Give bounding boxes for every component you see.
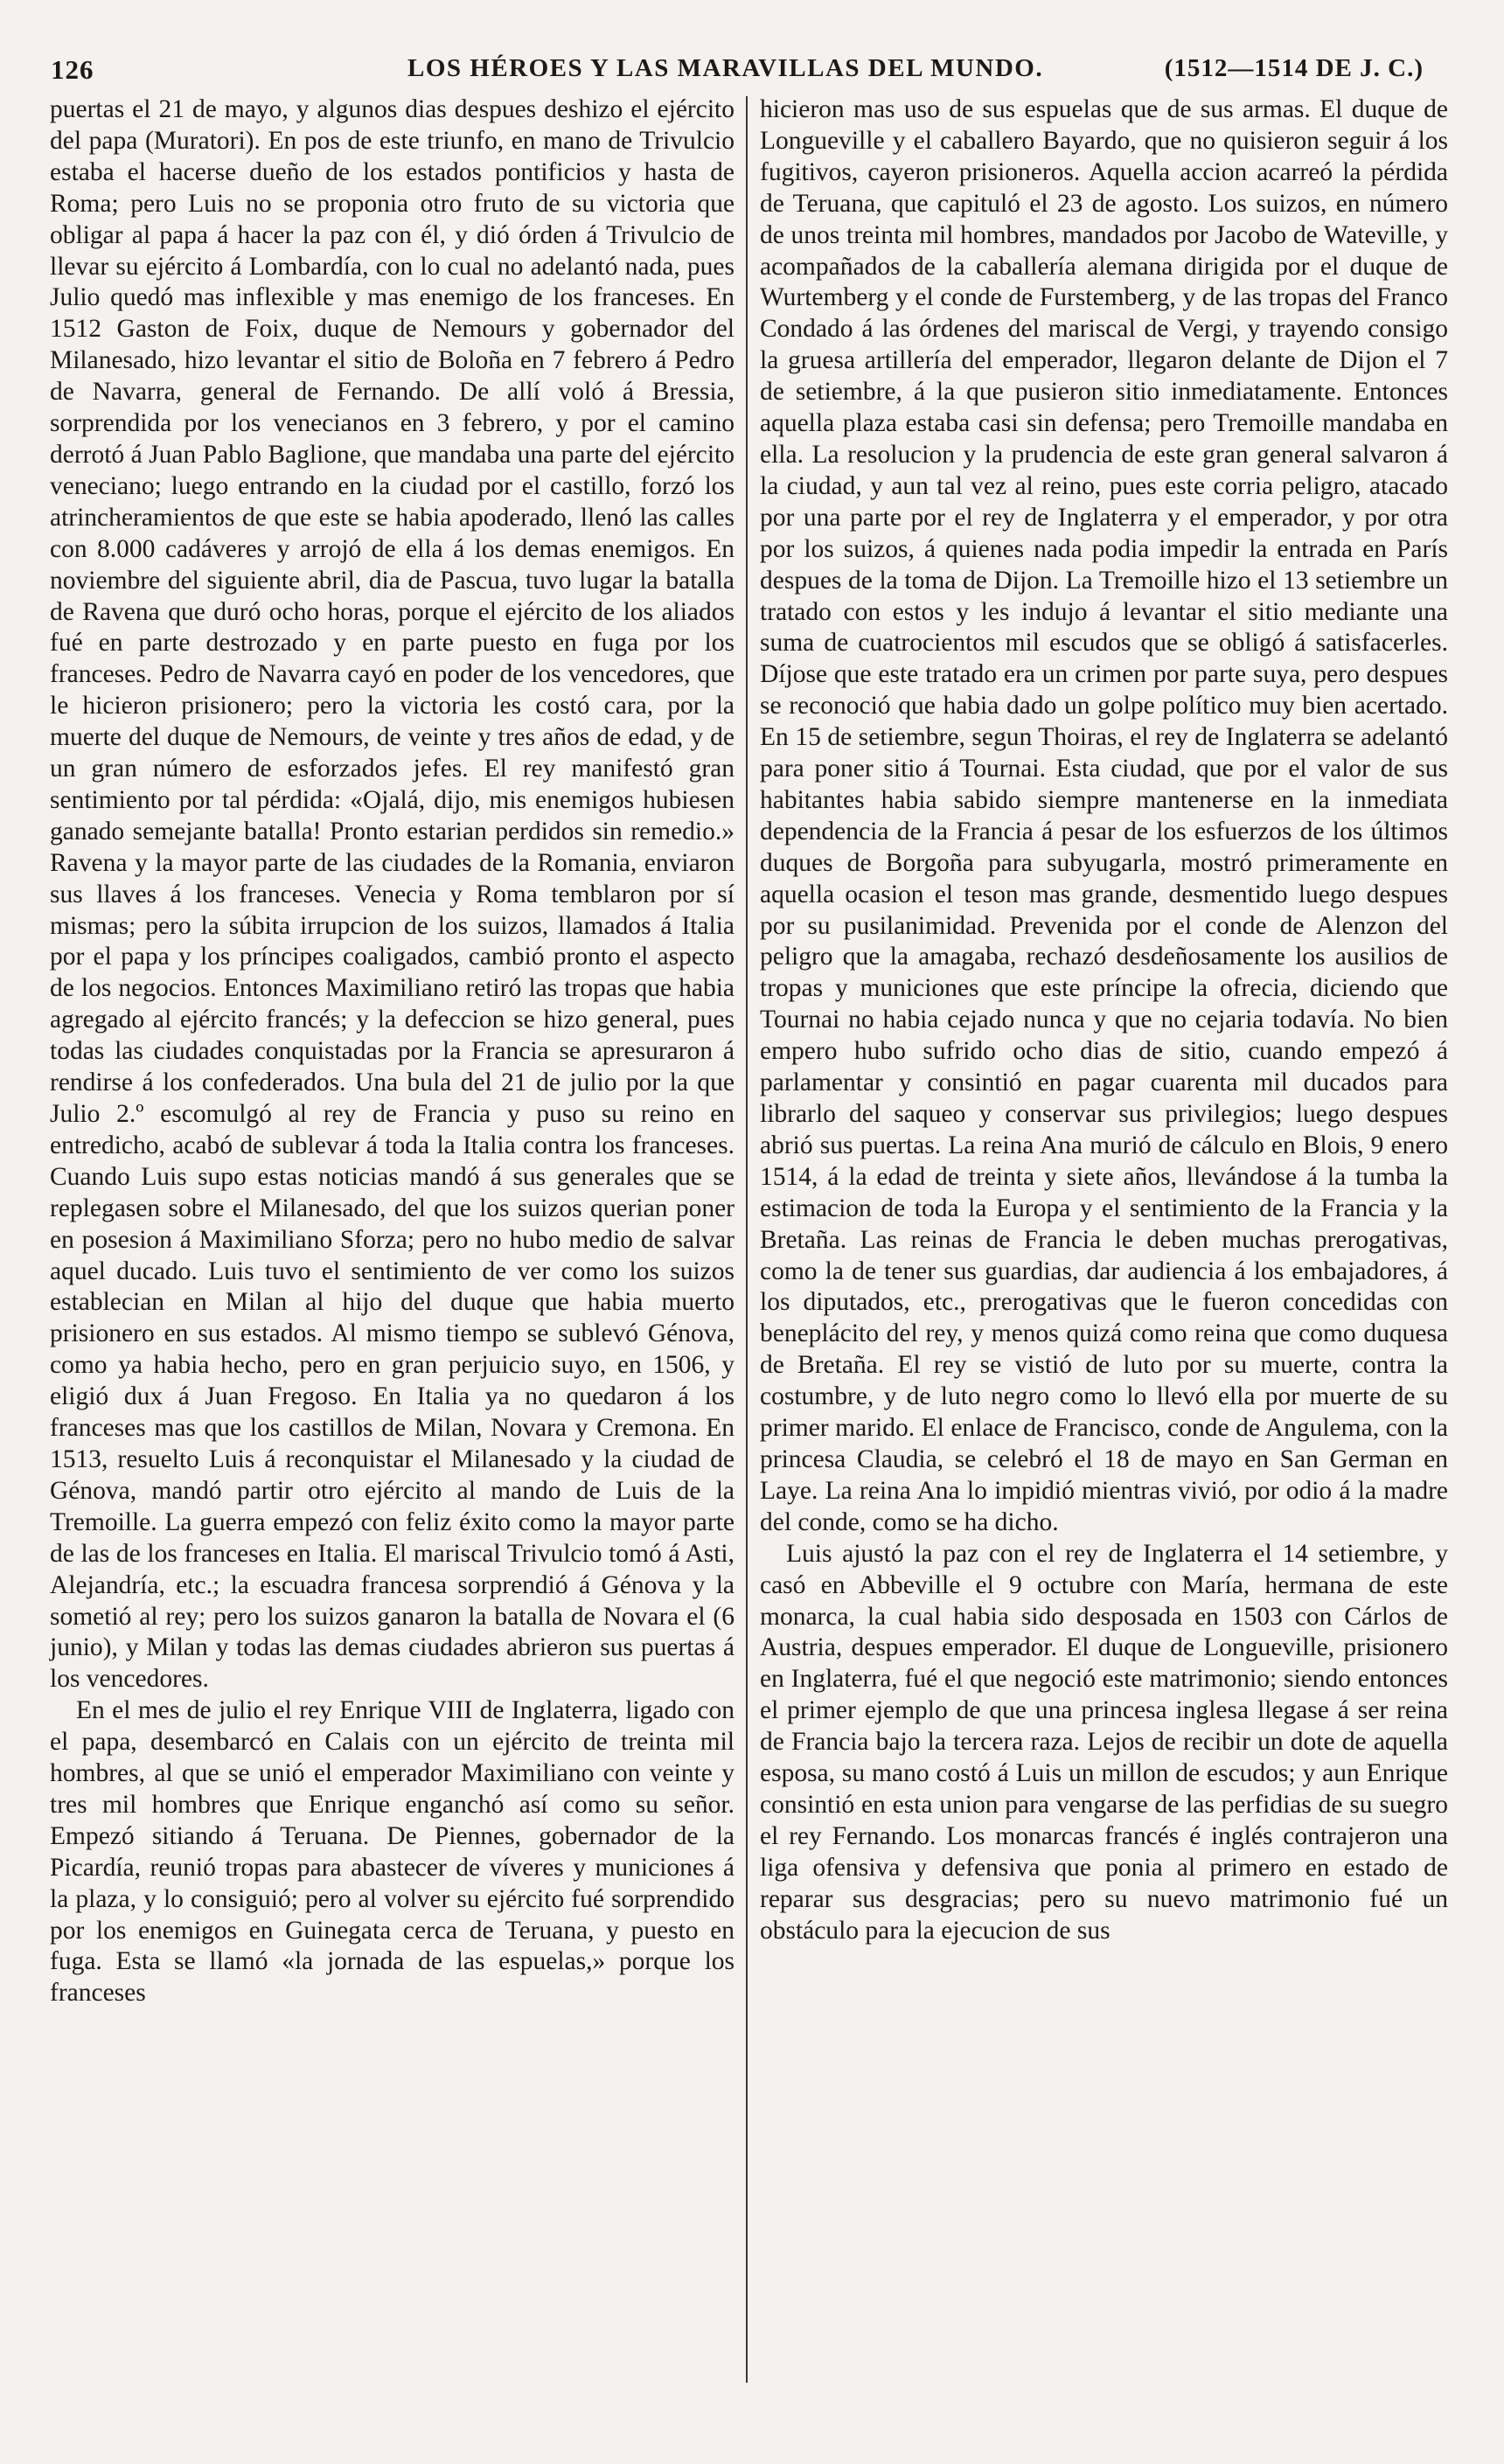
date-range: (1512—1514 DE J. C.) <box>1164 54 1424 82</box>
left-column <box>50 94 735 2009</box>
paragraph: hicieron mas uso de sus espuelas que de sus armas. El duque de Longueville y el caballero Bayardo, que no quisieron seguir á los fugitivos, cayeron prisioneros. Aquella accion acarreó la pérdida de Teruana, que capituló el 23 de agosto. Los suizos, en número de unos treinta mil hombres, mandados por Jacobo de Wateville, y acompañados de la caballería alemana dirigida por el duque de Wurtemberg y el conde de Furstemberg, y de las tropas del Franco Condado á las órdenes del mariscal de Vergi, y trayendo consigo la gruesa artillería del emperador, llegaron delante de Dijon el 7 de setiembre, á la que pusieron sitio inmediatamente. Entonces aquella plaza estaba casi sin defensa; pero Tremoille mandaba en ella. La resolucion y la prudencia de este gran general salvaron á la ciudad, y aun tal vez al reino, pues este corria peligro, atacado por una parte por el rey de Inglaterra y el emperador, y por otra por los suizos, á quienes nada podia impedir la entrada en París despues de la toma de Dijon. La Tremoille hizo el 13 setiembre un tratado con estos y les indujo á levantar el sitio mediante una suma de cuatrocientos mil escudos que se obligó á satisfacerles. Díjose que este tratado era un crimen por parte suya, pero despues se reconoció que habia dado un golpe político muy bien acertado. En 15 de setiembre, segun Thoiras, el rey de Inglaterra se adelantó para poner sitio á Tournai. Esta ciudad, que por el valor de sus habitantes habia sabido siempre mantenerse en la inmediata dependencia de la Francia á pesar de los esfuerzos de los últimos duques de Borgoña para subyugarla, mostró primeramente en aquella ocasion el teson mas grande, desmentido luego despues por su pusilanimidad. Prevenida por el conde de Alenzon del peligro que la amagaba, rechazó desdeñosamente los ausilios de tropas y municiones que este príncipe la ofrecia, diciendo que Tournai no habia cejado nunca y que no cejaria todavía. No bien empero hubo sufrido ocho dias de sitio, cuando empezó á parlamentar y consintió en pagar cuarenta mil ducados para librarlo del saqueo y conservar sus privilegios; luego despues abrió sus puertas. La reina Ana murió de cálculo en Blois, 9 enero 1514, á la edad de treinta y siete años, llevándose á la tumba la estimacion de toda la Europa y el sentimiento de la Francia y la Bretaña. Las reinas de Francia le deben muchas prerogativas, como la de tener sus guardias, dar audiencia á los embajadores, á los diputados, etc., prerogativas que le fueron concedidas con beneplácito del rey, y menos quizá como reina que como duquesa de Bretaña. El rey se vistió de luto por su muerte, contra la costumbre, y de luto negro como lo llevó ella por muerte de su primer marido. El enlace de Francisco, conde de Angulema, con la princesa Claudia, se celebró el 18 de mayo en San German en Laye. La reina Ana lo impidió mientras vivió, por odio á la madre del conde, como se ha dicho. <box>760 95 1448 1536</box>
right-column <box>760 94 1448 1946</box>
paragraph: puertas el 21 de mayo, y algunos dias despues deshizo el ejército del papa (Muratori). En pos de este triunfo, en mano de Trivulcio estaba el hacerse dueño de los estados pontificios y hasta de Roma; pero Luis no se proponia otro fruto de su victoria que obligar al papa á hacer la paz con él, y dió órden á Trivulcio de llevar su ejército á Lombardía, con lo cual no adelantó nada, pues Julio quedó mas inflexible y mas enemigo de los franceses. En 1512 Gaston de Foix, duque de Nemours y gobernador del Milanesado, hizo levantar el sitio de Boloña en 7 febrero á Pedro de Navarra, general de Fernando. De allí voló á Bressia, sorprendida por los venecianos en 3 febrero, y por el camino derrotó á Juan Pablo Baglione, que mandaba una parte del ejército veneciano; luego entrando en la ciudad por el castillo, forzó los atrincheramientos de que este se habia apoderado, llenó las calles con 8.000 cadáveres y arrojó de ella á los demas enemigos. En noviembre del siguiente abril, dia de Pascua, tuvo lugar la batalla de Ravena que duró ocho horas, porque el ejército de los aliados fué en parte destrozado y en parte puesto en fuga por los franceses. Pedro de Navarra cayó en poder de los vencedores, que le hicieron prisionero; pero la victoria les costó cara, por la muerte del duque de Nemours, de veinte y tres años de edad, y de un gran número de esforzados jefes. El rey manifestó gran sentimiento por tal pérdida: «Ojalá, dijo, mis enemigos hubiesen ganado semejante batalla! Pronto estarian perdidos sin remedio.» Ravena y la mayor parte de las ciudades de la Romania, enviaron sus llaves á los franceses. Venecia y Roma temblaron por sí mismas; pero la súbita irrupcion de los suizos, llamados á Italia por el papa y los príncipes coaligados, cambió pronto el aspecto de los negocios. Entonces Maximiliano retiró las tropas que habia agregado al ejército francés; y la defeccion se hizo general, pues todas las ciudades conquistadas por la Francia se apresuraron á rendirse á los confederados. Una bula del 21 de julio por la que Julio 2.º escomulgó al rey de Francia y puso su reino en entredicho, acabó de sublevar á toda la Italia contra los franceses. Cuando Luis supo estas noticias mandó á sus generales que se replegasen sobre el Milanesado, del que los suizos querian poner en posesion á Maximiliano Sforza; pero no hubo medio de salvar aquel ducado. Luis tuvo el sentimiento de ver como los suizos establecian en Milan al hijo del duque que habia muerto prisionero en sus estados. Al mismo tiempo se sublevó Génova, como ya habia hecho, pero en gran perjuicio suyo, en 1506, y eligió dux á Juan Fregoso. En Italia ya no quedaron á los franceses mas que los castillos de Milan, Novara y Cremona. En 1513, resuelto Luis á reconquistar el Milanesado y la ciudad de Génova, mandó partir otro ejército al mando de Luis de la Tremoille. La guerra empezó con feliz éxito como la mayor parte de las de los franceses en Italia. El mariscal Trivulcio tomó á Asti, Alejandría, etc.; la escuadra francesa sorprendió á Génova y la sometió al rey; pero los suizos ganaron la batalla de Novara el (6 junio), y Milan y todas las demas ciudades abrieron sus puertas á los vencedores. <box>50 95 735 1694</box>
running-header <box>51 54 1424 91</box>
running-title: LOS HÉROES Y LAS MARAVILLAS DEL MUNDO. <box>407 54 1044 82</box>
paragraph: Luis ajustó la paz con el rey de Inglaterra el 14 setiembre, y casó en Abbeville el 9 octubre con María, hermana de este monarca, la cual habia sido desposada en 1503 con Cárlos de Austria, despues emperador. El duque de Longueville, prisionero en Inglaterra, fué el que negoció este matrimonio; siendo entonces el primer ejemplo de que una princesa inglesa llegase á ser reina de Francia bajo la tercera raza. Lejos de recibir un dote de aquella esposa, su mano costó á Luis un millon de escudos; y aun Enrique consintió en esta union para vengarse de las perfidias de su suegro el rey Fernando. Los monarcas francés é inglés contrajeron una liga ofensiva y defensiva que ponia al primero en estado de reparar sus desgracias; pero su nuevo matrimonio fué un obstáculo para la ejecucion de sus <box>760 1539 1448 1945</box>
page-number: 126 <box>51 54 94 85</box>
column-divider <box>746 96 748 2383</box>
paragraph: En el mes de julio el rey Enrique VIII de Inglaterra, ligado con el papa, desembarcó en Calais con un ejército de treinta mil hombres, al que se unió el emperador Maximiliano con veinte y tres mil hombres que Enrique enganchó así como su señor. Empezó sitiando á Teruana. De Piennes, gobernador de la Picardía, reunió tropas para abastecer de víveres y municiones á la plaza, y lo consiguió; pero al volver su ejército fué sorprendido por los enemigos en Guinegata cerca de Teruana, y puesto en fuga. Esta se llamó «la jornada de las espuelas,» porque los franceses <box>50 1696 735 2008</box>
